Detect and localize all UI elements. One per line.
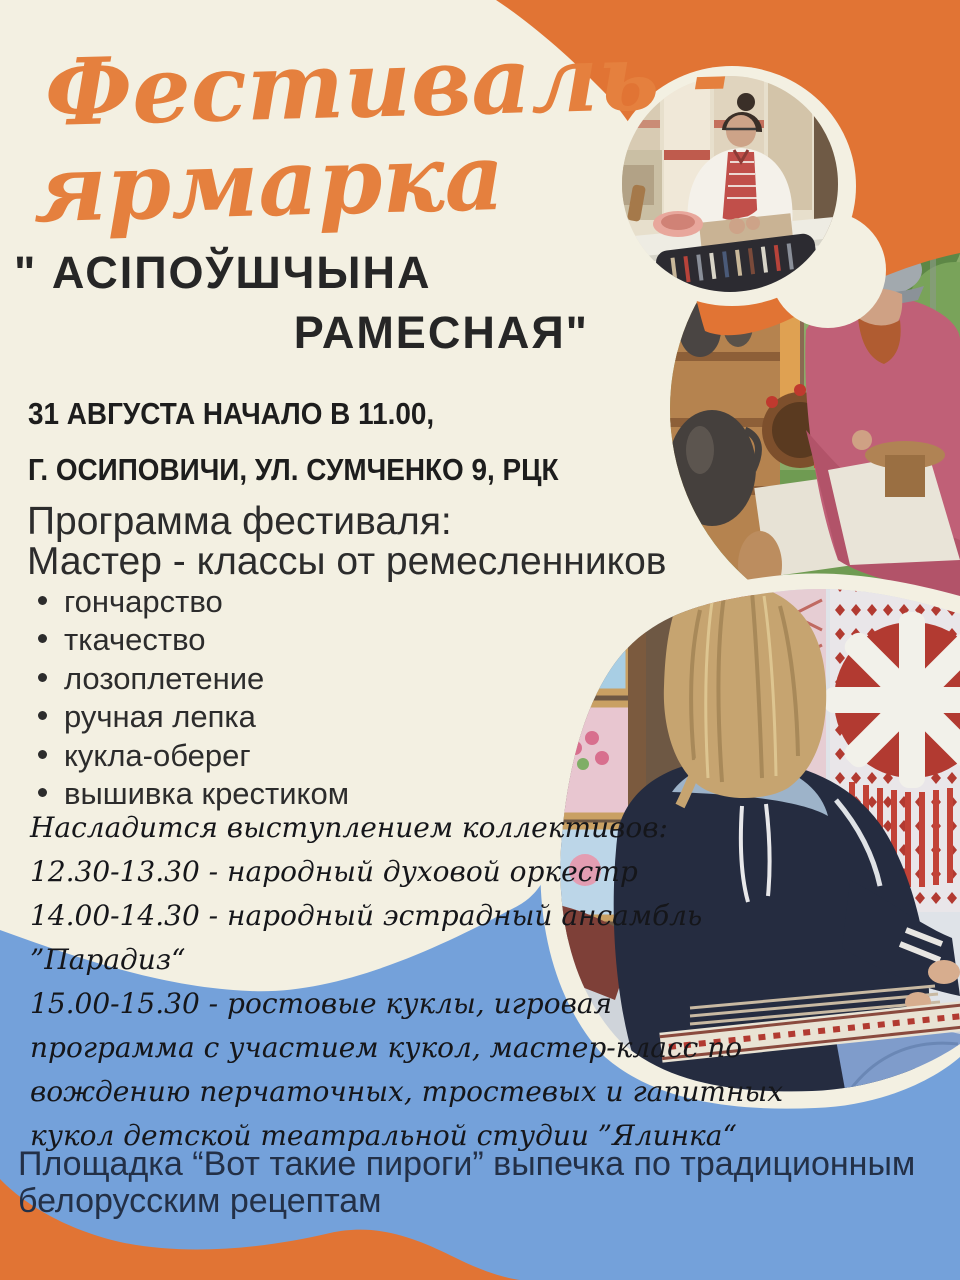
program-item xyxy=(30,699,349,737)
program-item xyxy=(30,738,349,776)
title-line-1: Фестиваль - xyxy=(43,21,731,147)
event-name-line-1: " АСІПОЎШЧЫНА xyxy=(14,247,432,298)
event-details xyxy=(28,398,558,486)
program-list xyxy=(30,584,349,814)
footer-line-2: белорусским рецептам xyxy=(18,1182,382,1220)
event-datetime: 31 АВГУСТА НАЧАЛО В 11.00, xyxy=(28,396,435,431)
program-item-label: лозоплетение xyxy=(64,660,265,696)
schedule-line: ”Парадиз“ xyxy=(30,943,186,976)
performances-schedule xyxy=(30,806,783,1158)
bullet-dot-icon xyxy=(38,711,47,720)
bullet-dot-icon xyxy=(38,788,47,797)
program-item-label: кукла-оберег xyxy=(64,737,251,773)
schedule-line: 12.30-13.30 - народный духовой оркестр xyxy=(30,855,638,888)
footer-note xyxy=(18,1146,918,1220)
schedule-line: 15.00-15.30 - ростовые куклы, игровая xyxy=(30,987,613,1020)
program-item xyxy=(30,622,349,660)
schedule-line: программа с участием кукол, мастер-класс по xyxy=(30,1031,743,1064)
performances-heading: Насладится выступлением коллективов: xyxy=(30,811,668,844)
schedule-line: вождению перчаточных, тростевых и гапитных xyxy=(30,1075,783,1108)
title-line-2: ярмарка xyxy=(31,123,506,244)
bullet-dot-icon xyxy=(38,673,47,682)
footer-line-1: Площадка “Вот такие пироги” выпечка по традиционным xyxy=(18,1145,916,1183)
program-heading-line-2: Мастер - классы от ремесленников xyxy=(27,540,667,583)
program-item-label: вышивка крестиком xyxy=(64,775,350,811)
program-item xyxy=(30,661,349,699)
program-heading xyxy=(27,502,667,582)
program-item-label: ткачество xyxy=(64,622,206,658)
program-item xyxy=(30,584,349,622)
schedule-line: 14.00-14.30 - народный эстрадный ансамбль xyxy=(30,899,703,932)
event-name xyxy=(14,247,589,358)
program-item-label: ручная лепка xyxy=(64,699,256,735)
bullet-dot-icon xyxy=(38,750,47,759)
poster-title xyxy=(31,21,733,244)
bullet-dot-icon xyxy=(38,596,47,605)
event-venue: Г. ОСИПОВИЧИ, УЛ. СУМЧЕНКО 9, РЦК xyxy=(28,452,559,487)
program-item-label: гончарство xyxy=(64,584,223,619)
bullet-dot-icon xyxy=(38,634,47,643)
program-heading-line-1: Программа фестиваля: xyxy=(27,500,452,543)
event-name-line-2: РАМЕСНАЯ" xyxy=(293,307,589,358)
schedule-line: кукол детской театральной студии ”Ялинка“ xyxy=(30,1119,737,1152)
